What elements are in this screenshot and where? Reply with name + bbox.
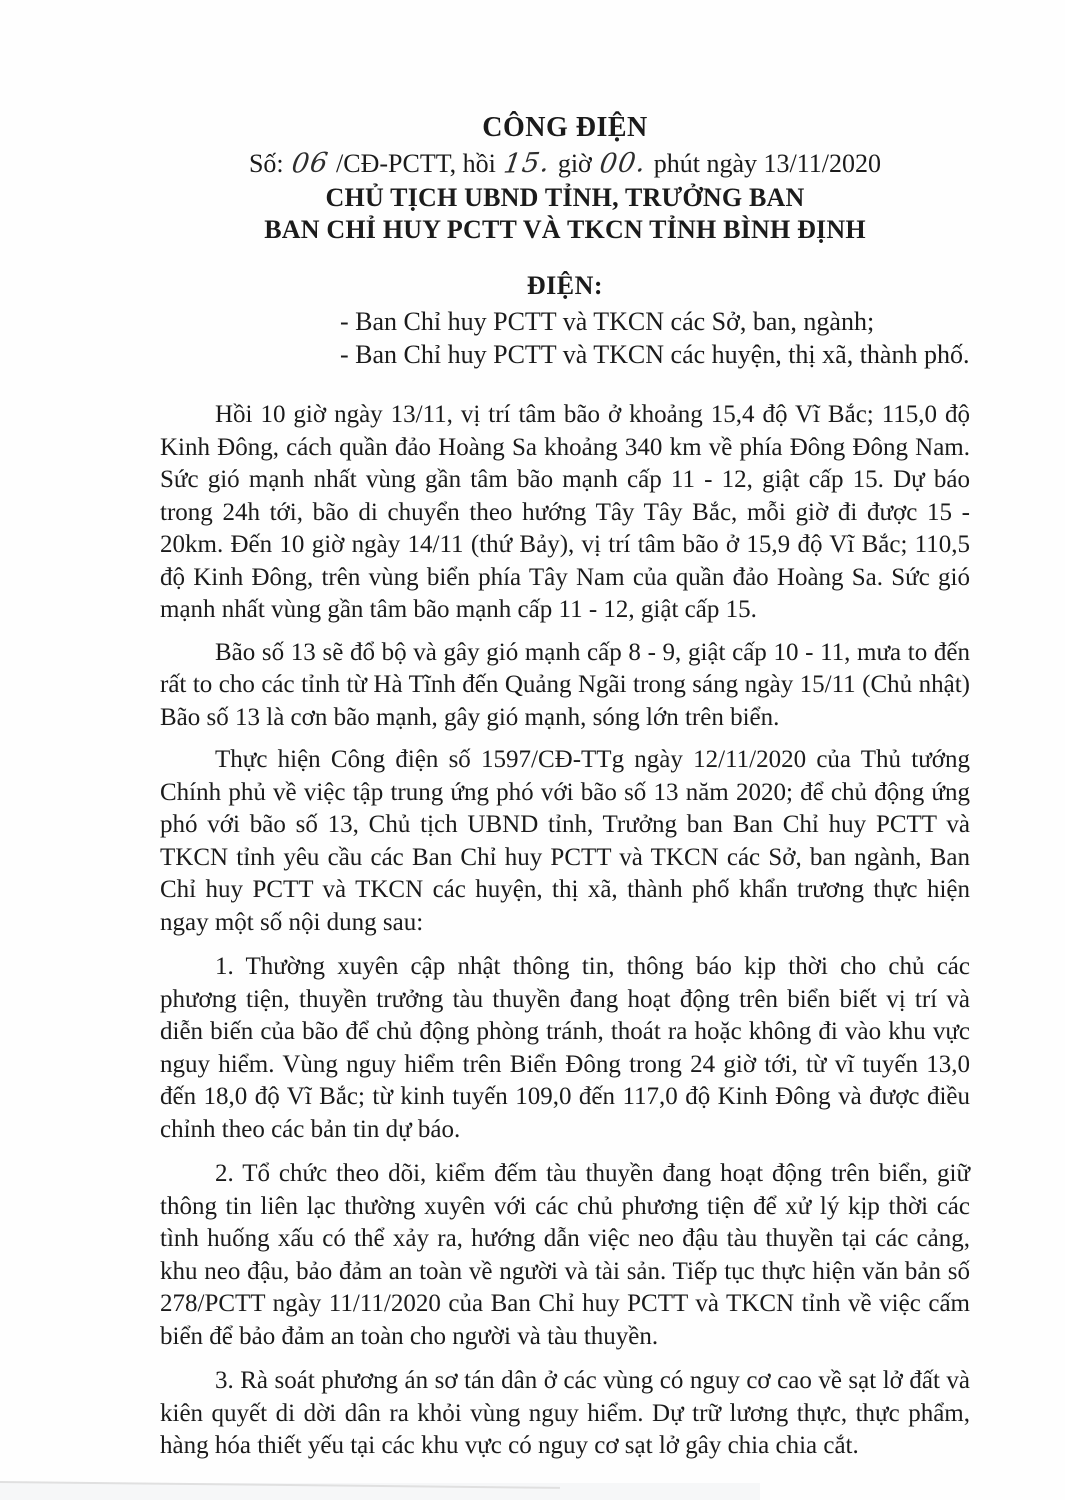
number-suffix-label: phút ngày 13/11/2020: [653, 149, 882, 178]
handwritten-hour: 15.: [501, 147, 553, 180]
document-header: [160, 112, 970, 245]
handwritten-minute: 00.: [597, 147, 649, 180]
directive-item-2: 2. Tổ chức theo dõi, kiểm đếm tàu thuyền đang hoạt động trên biển, giữ thông tin liên lạc thường xuyên với các chủ phương tiện để xử lý kịp thời các tình huống xấu có thể xảy ra, hướng dẫn việc neo đậu tàu thuyền tại các cảng, khu neo đậu, bảo đảm an toàn về người và tài sản. Tiếp tục thực hiện văn bản số 278/PCTT ngày 11/11/2020 của Ban Chỉ huy PCTT và TKCN tỉnh về việc cấm biển để bảo đảm an toàn cho người và tàu thuyền.: [160, 1160, 970, 1350]
directive-item-3: 3. Rà soát phương án sơ tán dân ở các vùng có nguy cơ cao về sạt lở đất và kiên quyết di dời dân ra khỏi vùng nguy hiểm. Dự trữ lương thực, thực phẩm, hàng hóa thiết yếu tại các khu vực có nguy cơ sạt lở gây chia chia cắt.: [160, 1367, 970, 1459]
number-mid2-label: giờ: [557, 149, 592, 178]
document-title: CÔNG ĐIỆN: [482, 112, 648, 143]
number-prefix-label: Số:: [248, 149, 284, 178]
dien-heading: ĐIỆN:: [526, 271, 604, 300]
document-number-line: [160, 148, 970, 179]
directive-item-1: 1. Thường xuyên cập nhật thông tin, thông báo kịp thời cho chủ các phương tiện, thuyền trưởng tàu thuyền đang hoạt động trên biển biết vị trí và diễn biến của bão để chủ động phòng tránh, thoát ra hoặc không đi vào khu vực nguy hiểm. Vùng nguy hiểm trên Biển Đông trong 24 giờ tới, từ vĩ tuyến 13,0 đến 18,0 độ Vĩ Bắc; từ kinh tuyến 109,0 đến 117,0 độ Kinh Đông và được điều chỉnh theo các bản tin dự báo.: [160, 953, 970, 1143]
recipient-item-1: - Ban Chỉ huy PCTT và TKCN các Sở, ban, ngành;: [340, 307, 875, 336]
handwritten-document-number: 06: [289, 147, 331, 180]
document-content: [160, 112, 970, 1473]
issuer-title-line-1: CHỦ TỊCH UBND TỈNH, TRƯỞNG BAN: [325, 183, 805, 212]
storm-position-paragraph: Hồi 10 giờ ngày 13/11, vị trí tâm bão ở khoảng 15,4 độ Vĩ Bắc; 115,0 độ Kinh Đông, cách quần đảo Hoàng Sa khoảng 340 km về phía Đông Đông Nam. Sức gió mạnh nhất vùng gần tâm bão mạnh cấp 11 - 12, giật cấp 15. Dự báo trong 24h tới, bão di chuyển theo hướng Tây Tây Bắc, mỗi giờ đi được 15 - 20km. Đến 10 giờ ngày 14/11 (thứ Bảy), vị trí tâm bão ở 15,9 độ Vĩ Bắc; 110,5 độ Kinh Đông, trên vùng biển phía Tây Nam của quần đảo Hoàng Sa. Sức gió mạnh nhất vùng gần tâm bão mạnh cấp 11 - 12, giật cấp 15.: [160, 401, 970, 623]
storm-impact-paragraph: Bão số 13 sẽ đổ bộ và gây gió mạnh cấp 8 - 9, giật cấp 10 - 11, mưa to đến rất to cho các tỉnh từ Hà Tĩnh đến Quảng Ngãi trong sáng ngày 15/11 (Chủ nhật) Bão số 13 là cơn bão mạnh, gây gió mạnh, sóng lớn trên biển.: [160, 638, 970, 731]
directive-intro-paragraph: Thực hiện Công điện số 1597/CĐ-TTg ngày 12/11/2020 của Thủ tướng Chính phủ về việc tập trung ứng phó với bão số 13 năm 2020; để chủ động ứng phó với bão số 13, Chủ tịch UBND tỉnh, Trưởng ban Ban Chỉ huy PCTT và TKCN tỉnh yêu cầu các Ban Chỉ huy PCTT và TKCN các Sở, ban ngành, Ban Chỉ huy PCTT và TKCN các huyện, thị xã, thành phố khẩn trương thực hiện ngay một số nội dung sau:: [160, 746, 970, 936]
recipient-list: [160, 305, 970, 371]
recipient-item-2: - Ban Chỉ huy PCTT và TKCN các huyện, thị xã, thành phố.: [340, 340, 970, 369]
number-mid1-label: /CĐ-PCTT, hồi: [336, 149, 496, 178]
issuer-title-line-2: BAN CHỈ HUY PCTT VÀ TKCN TỈNH BÌNH ĐỊNH: [264, 215, 866, 244]
document-body: [160, 399, 970, 1463]
